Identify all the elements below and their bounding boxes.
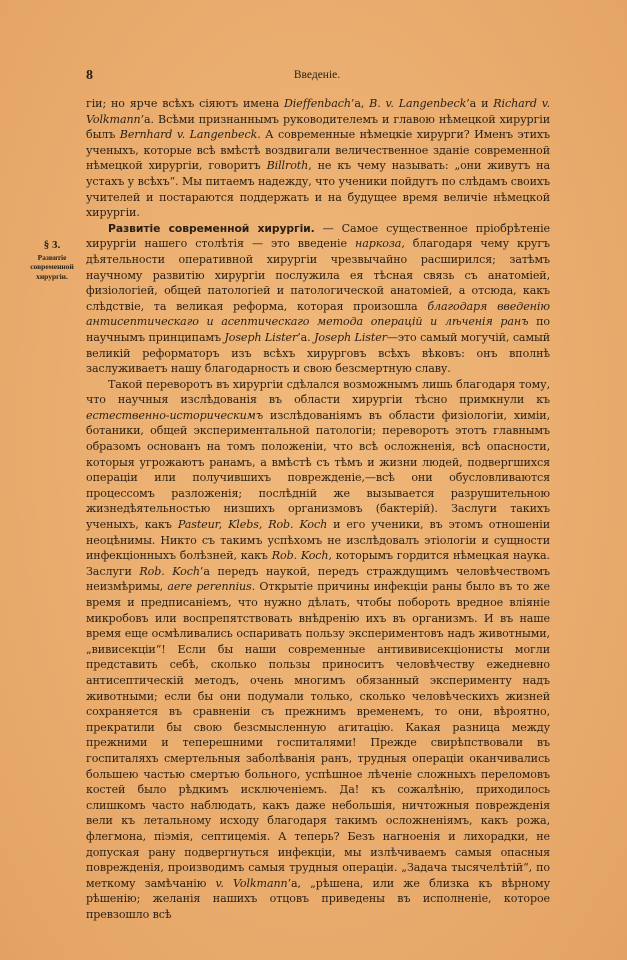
italic-text: Bernhard v. Langenbeck	[119, 128, 258, 142]
page-header	[86, 68, 548, 86]
margin-note-text: Развитіе современной хирургіи.	[30, 252, 74, 281]
text-run: Такой переворотъ въ хирургіи сдѣлался возможнымъ лишь благодаря тому, что научныя изслѣдованія въ области хирургіи тѣсно примкнули къ	[86, 377, 550, 407]
text-run: ’а. Всѣми признаннымъ руководителемъ и главою нѣмецкой хирургіи былъ	[86, 112, 550, 142]
italic-text: благодаря введенію антисептическаго и асептическаго метода операцій и лѣченія ранъ	[86, 299, 550, 329]
margin-note	[22, 241, 82, 281]
text-run: . Открытіе причины инфекціи раны было въ то же время и предписаніемъ, что нужно дѣлать, чтобы побороть вредное вліяніе микробовъ или воспрепятствовать внѣдренію ихъ въ организмъ. И въ наше время еще осмѣливались оспаривать пользу экспериментовъ надъ животными, „вивисекціи“! Если бы наши современные антививисекціонисты могли представить себѣ, сколько пользы приноситъ человѣчеству ежедневно антисептическій методъ, очень многимъ обязанный эксперименту надъ животными; если бы они подумали только, сколько человѣческихъ жизней сохраняется въ сравненіи съ прежнимъ временемъ, то они, вѣроятно, прекратили бы свою безсмысленную агитацію. Какая разница между прежними и теперешними госпиталями! Прежде свирѣпствовали въ госпиталяхъ смертельныя заболѣванія ранъ, трудныя операціи оканчивались большею частью смертью больного, успѣшное лѣченіе сложныхъ переломовъ костей было рѣдкимъ исключеніемъ. Да! къ сожалѣнію, приходилось слишкомъ часто наблюдать, какъ даже небольшія, ничтожныя поврежденія вели къ летальному исходу благодаря такимъ осложненіямъ, какъ рожа, флегмона, піэмія, септицемія. А теперь? Безъ нагноенія и лихорадки, не допуская рану подвергнуться инфекціи, мы излѣчиваемъ самыя опасныя поврежденія, производимъ самыя трудныя операціи. „Задача тысячелѣтій“, по меткому замѣчанію	[86, 580, 550, 890]
running-head: Введеніе.	[293, 69, 341, 81]
margin-note-section: § 3.	[43, 239, 61, 251]
text-run: ’а и	[466, 97, 494, 110]
text-run: , не къ чему называть: „они живутъ на устахъ у всѣхъ“. Мы питаемъ надежду, что ученики пойдутъ по слѣдамъ своихъ учителей и постараются поддержать и на будущее время величіе нѣмецкой хирургіи.	[86, 159, 550, 220]
text-run: , благодаря чему кругъ дѣятельности оперативной хирургіи чрезвычайно расширился; затѣмъ научному развитію хирургіи послужила ея тѣсная связь съ анатоміей, физіологіей, общей патологіей и патологической анатоміей, а отсюда, какъ слѣдствіе, та великая реформа, которая произошла	[86, 237, 550, 313]
text-run: по научнымъ принципамъ	[86, 315, 550, 344]
paragraph	[86, 221, 550, 377]
italic-text: Rob. Koch	[271, 549, 329, 563]
paragraph	[86, 377, 550, 923]
paragraph-lead-heading: Развитіе современной хирургіи.	[108, 221, 315, 235]
text-run: — Самое существенное пріобрѣтеніе хирургіи нашего столѣтія — это введеніе	[86, 221, 550, 251]
italic-text: наркоза	[355, 237, 402, 251]
text-run: —это самый могучій, самый великій реформаторъ изъ всѣхъ хирурговъ всѣхъ вѣковъ: онъ вполнѣ заслуживаетъ нашу благодарность и свою безсмертную славу.	[86, 330, 550, 376]
text-run: и его ученики, въ этомъ отношеніи неоцѣнимы. Никто съ такимъ успѣхомъ не изслѣдовалъ этіологіи и сущности инфекціонныхъ болѣзней, какъ	[86, 518, 550, 563]
page-number: 8	[86, 68, 93, 83]
italic-text: Joseph Lister	[224, 330, 298, 344]
italic-text: Joseph Lister	[314, 330, 387, 344]
paragraph	[86, 96, 550, 221]
text-run: ’а, „рѣшена, или же близка къ вѣрному рѣшенію; желанія нашихъ отцовъ приведены въ исполненіе, которое превзошло всѣ	[86, 876, 550, 921]
body-text	[86, 96, 550, 922]
italic-text: B. v. Langenbeck	[369, 97, 467, 110]
text-run: изслѣдованіямъ въ области физіологіи, химіи, ботаники, общей экспериментальной патологіи; переворотъ этотъ главнымъ образомъ основанъ на томъ положеніи, что всѣ осложненія, всѣ опасности, которыя угрожаютъ ранамъ, а вмѣстѣ съ тѣмъ и жизни людей, подвергшихся операціи или получившихъ поврежденіе,—всѣ они обусловливаются процессомъ разложенія; послѣдній же вызывается разрушительною жизнедѣятельностью низшихъ организмовъ (бактерій). Заслуги такихъ ученыхъ, какъ	[86, 408, 550, 532]
italic-text: aere perennius	[167, 580, 252, 594]
text-run: ’а,	[350, 97, 370, 110]
italic-text: Rob. Koch	[139, 564, 200, 578]
text-run: . А современные нѣмецкіе хирурги? Именъ этихъ ученыхъ, которые всѣ вмѣстѣ воздвигали величественное зданіе современной нѣмецкой хирургіи, говоритъ	[86, 128, 550, 173]
text-run: , которымъ гордится нѣмецкая наука. Заслуги	[86, 549, 550, 578]
italic-text: Pasteur, Klebs, Rob. Koch	[177, 518, 328, 532]
italic-text: Billroth	[266, 159, 309, 173]
text-run: ’а.	[297, 330, 315, 344]
italic-text: Dieffenbach	[283, 97, 351, 110]
text-run: гіи; но ярче всѣхъ сіяютъ имена	[86, 97, 284, 110]
italic-text: Richard v. Volkmann	[86, 97, 550, 126]
italic-text: естественно-историческимъ	[86, 408, 264, 422]
italic-text: v. Volkmann	[215, 876, 288, 890]
text-run: ’а передъ наукой, передъ страждущимъ человѣчествомъ неизмѣримы,	[86, 564, 550, 594]
